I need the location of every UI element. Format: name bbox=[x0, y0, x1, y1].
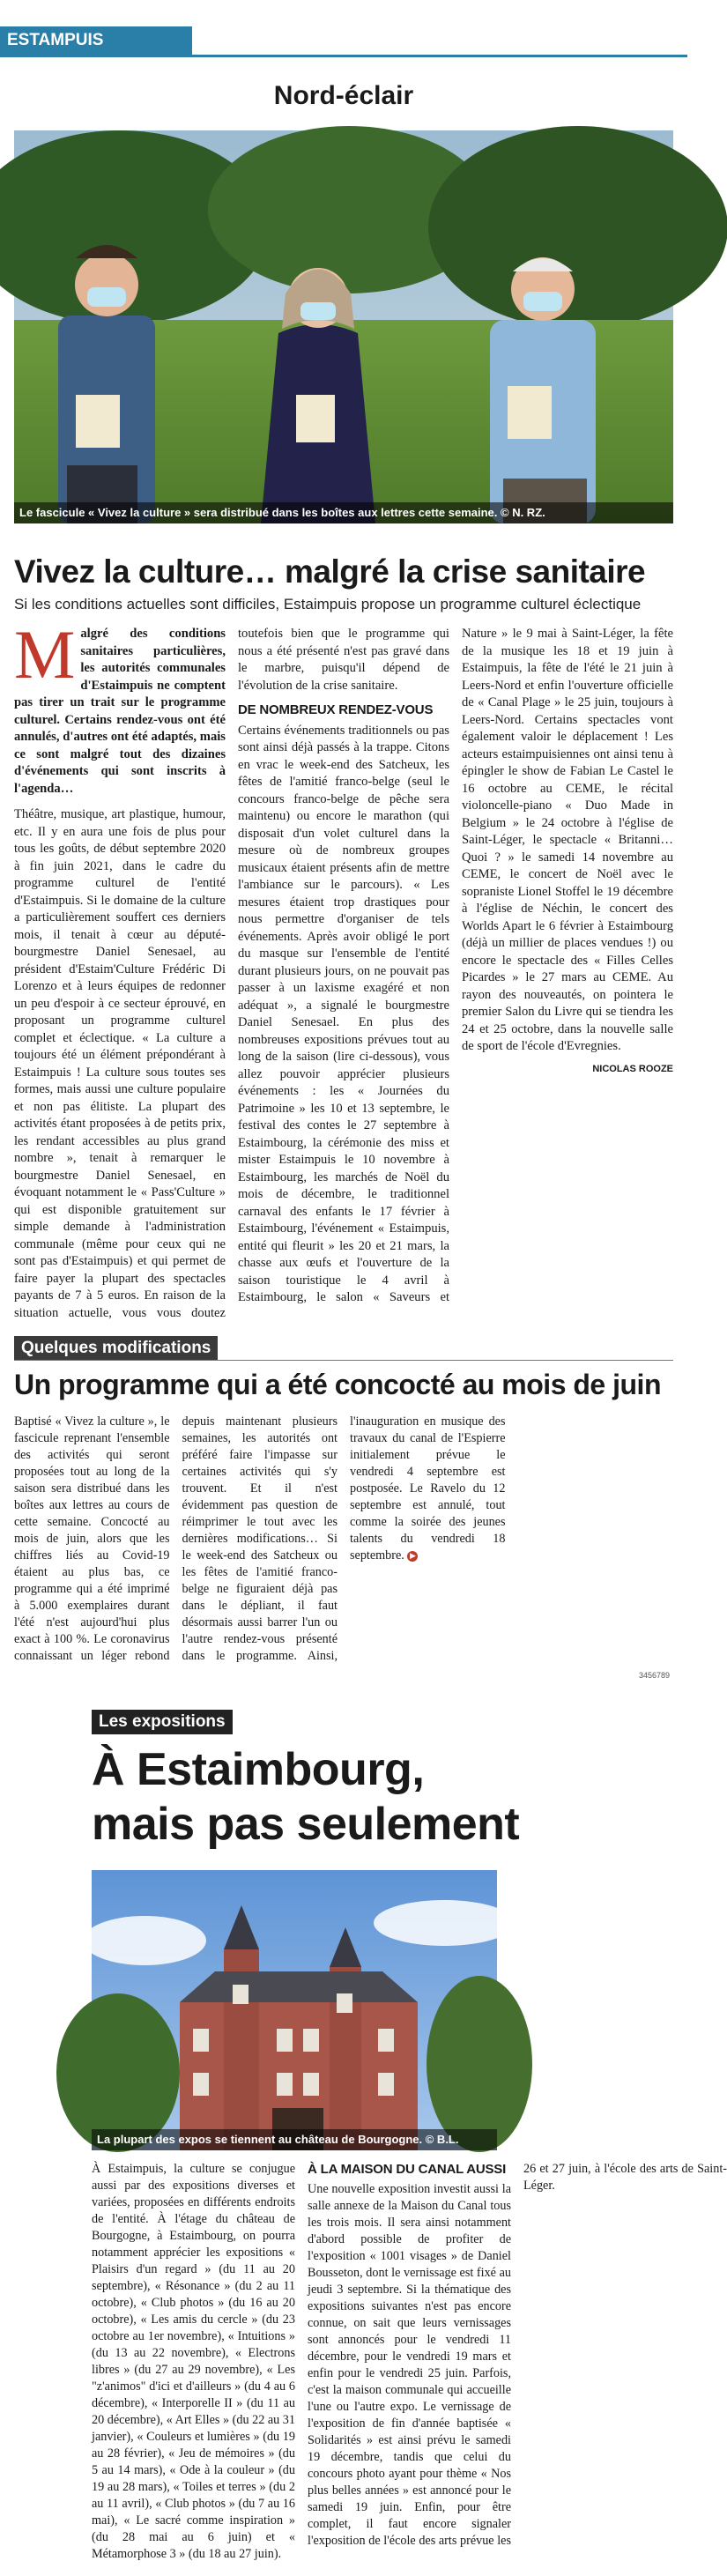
article1-lead: algré des conditions sanitaires particulières, les autorités communales d'Estaimpuis ne comptent pas tirer un trait sur le programme culturel. Certains rendez-vous ont été annulés, d'autres ont été adaptés, mais ce sont malgré tout des dizaines d'événements qui sont inscrits à l'agenda… bbox=[14, 627, 226, 796]
article1-intertitle: DE NOMBREUX RENDEZ-VOUS bbox=[238, 702, 434, 717]
article1-body bbox=[14, 616, 673, 1322]
article3-kicker: Les expositions bbox=[92, 1710, 233, 1734]
article1-paragraph: Théâtre, musique, art plastique, humour, etc. Il y en aura une fois de plus pour tous les goûts, de début septembre 2020 à fin juin 2021, dans le cadre du programme culturel de l'entité d'Estaimpuis. Si le domaine de la culture a particulièrement souffert ces derniers mois, il tenait à cœur au député-bourgmestre Daniel Senesael, au président d'Estaim'Culture Frédéric Di Lorenzo et à leurs équipes de redonner un peu d'espoir à ce secteur éprouvé, en proposant un programme culturel complet et éclectique. « La culture a toujours été un élément prépondérant à Estaimpuis ! La culture sous toutes ses formes, mais aussi une culture populaire et non pas élitiste. La plupart des activités étant proposées à de petits prix, les rendant accessibles au plus grand nombre », tenait à remarquer le bourgmestre Daniel Senesael, en évoquant notamment le « Pass'Culture » qui est disponible gratuitement sur simple demande à l'administration communale (même pour ceux qui ne sont pas d'Estaimpuis) et qui permet de faire payer la plupart des spectacles payants de 7 à 5 euros. En raison de la situation actuelle, vous vous doutez toutefois bien que le programme qui nous a été présenté n'est pas gravé dans le marbre, puisqu'il dépend de l'évolution de la crise sanitaire. bbox=[14, 627, 449, 1320]
article1-photo-caption: Le fascicule « Vivez la culture » sera distribué dans les boîtes aux lettres cette semaine. © N. RZ. bbox=[14, 502, 673, 523]
article2-paragraph: Baptisé « Vivez la culture », le fascicule reprenant l'ensemble des activités qui seront proposées tout au long de la saison sera distribué dans les boîtes aux lettres au cours de cette semaine. Concocté au mois de juin, alors que les chiffres liés au Covid-19 étaient au plus bas, ce programme qui a été imprimé à 5.000 exemplaires durant l'été n'est aujourd'hui plus exact à 100 %. Le coronavirus connaissant un léger rebond depuis maintenant plusieurs semaines, les autorités ont préféré faire l'impasse sur certaines activités qui s'y trouvent. Et il n'est évidemment pas question de réimprimer le tout avec les dernières modifications… Si le week-end des Satcheux ou les fêtes de l'amitié franco-belge ne figuraient déjà pas dans le dépliant, il faut désormais aussi barrer l'un ou l'autre rendez-vous présenté dans le programme. Ainsi, l'inauguration en musique des travaux du canal de l'Espierre initialement prévue le vendredi 4 septembre est postposée. Le Ravelo du 12 septembre est annulé, tout comme la soirée des jeunes talents du vendredi 18 septembre. ▶ bbox=[14, 1414, 506, 1663]
section-tag: ESTAMPUIS bbox=[0, 26, 192, 55]
article2-headline: Un programme qui a été concocté au mois de juin bbox=[14, 1369, 661, 1400]
article1-signature: NICOLAS ROOZE bbox=[592, 1063, 673, 1074]
article3-paragraph: Une nouvelle exposition investit aussi la salle annexe de la Maison du Canal tous les trois mois. Il sera ainsi notamment d'abord possible de profiter de l'exposition « 1001 visages » de Daniel Bousseton, dont le vernissage est fixé au jeudi 3 septembre. Si la thématique des expositions suivantes n'est pas encore connue, on sait que leurs vernissages sont annoncés pour le vendredi 11 décembre, pour le vendredi 19 mars et enfin pour le vendredi 25 juin. Parfois, c'est la maison communale qui accueille l'une ou l'autre expo. Le vernissage de l'exposition de fin d'année baptisée « Solidarités » est ainsi prévu le samedi 19 décembre, tandis que celui du concours photo ayant pour thème « Nos plus belles années » est annoncé pour le samedi 19 juin. Enfin, pour être complet, il faut encore signaler l'exposition de l'école des arts prévue les 26 et 27 juin, à l'école des arts de Saint-Léger. bbox=[308, 2162, 727, 2548]
article3-body bbox=[92, 2161, 727, 2566]
article3-photo-caption: La plupart des expos se tiennent au château de Bourgogne. © B.L. bbox=[92, 2129, 497, 2150]
end-of-article-marker-icon: ▶ bbox=[407, 1551, 418, 1562]
article3-intertitle: À LA MAISON DU CANAL AUSSI bbox=[308, 2162, 507, 2177]
article3-headline-line1: À Estaimbourg, bbox=[92, 1744, 425, 1795]
article2-printer-mark: 3456789 bbox=[638, 1671, 670, 1680]
article3-paragraph: À Estaimpuis, la culture se conjugue aussi par des expositions diverses et variées, proposées en différents endroits de l'entité. À l'étage du château de Bourgogne, à Estaimbourg, on pourra notamment apprécier les expositions « Plaisirs d'un regard » (du 11 au 20 septembre), « Résonance » (du 2 au 11 octobre), « Club photos » (du 16 au 20 octobre), « Les amis du cercle » (du 23 octobre au 1er novembre), « Intuitions » (du 13 au 22 novembre), « Electrons libres » (du 27 au 29 novembre), « Les "z'animos" d'ici et d'ailleurs » (du 4 au 6 décembre), « Interporelle II » (du 11 au 20 décembre), « Art Elles » (du 22 au 31 janvier), « Couleurs et lumières » (du 19 au 28 février), « Jeu de mémoires » (du 5 au 14 mars), « Ode à la couleur » (du 19 au 28 mars), « Toiles et terres » (du 2 au 11 avril), « Club photos » (du 7 au 16 mai), « Le sacré comme inspiration » (du 28 mai au 6 juin) et « Métamorphose 3 » (du 18 au 27 juin). bbox=[92, 2162, 295, 2561]
article2-kicker: Quelques modifications bbox=[14, 1336, 218, 1361]
article1-photo bbox=[14, 130, 673, 523]
article1-headline: Vivez la culture… malgré la crise sanitaire bbox=[14, 553, 646, 590]
article3-photo bbox=[92, 1870, 497, 2150]
article1-subheadline: Si les conditions actuelles sont difficiles, Estaimpuis propose un programme culturel éclectique bbox=[14, 596, 642, 612]
article2-rule bbox=[14, 1360, 673, 1361]
article1-dropcap: M bbox=[14, 616, 76, 693]
section-rule bbox=[0, 55, 687, 57]
article2-body bbox=[14, 1414, 673, 1678]
article3-headline-line2: mais pas seulement bbox=[92, 1799, 520, 1850]
article1-paragraph: Certains événements traditionnels ou pas sont ainsi déjà passés à la trappe. Citons en vrac le week-end des Satcheux, les fêtes de l'amitié franco-belge (seul le concours franco-belge de pêche sera maintenu) ou encore le marathon (qui disposait d'un volet culturel dans la mesure où de nombreux groupes musicaux étaient présents afin de mettre l'ambiance sur le parcours). « Les mesures étaient trop drastiques pour nous permettre d'organiser de tels événements. Après avoir obligé le port du masque sur l'ensemble de l'entité durant plusieurs jours, on ne pouvait pas passer à un laxisme exagéré et non adéquat », a signalé le bourgmestre Daniel Senesael. En plus des nombreuses expositions prévues tout au long de la saison (lire ci-dessous), vous allez pouvoir apprécier plusieurs événements : les « Journées du Patrimoine » les 10 et 13 septembre, le festival des contes le 27 septembre à Estaimbourg, la cérémonie des miss et mister Estaimpuis le 10 novembre à Estaimbourg, les marchés de Noël du mois de décembre, le traditionnel carnaval des enfants le 17 février à Estaimbourg, l'événement « Estaimpuis, entité qui fleurit » les 20 et 21 mars, la chasse aux œufs et l'ouverture de la saison touristique le 4 avril à Estaimbourg, le salon « Saveurs et Nature » le 9 mai à Saint-Léger, la fête de la musique les 18 et 19 juin à Estaimpuis, la fête de l'été le 21 juin à Leers-Nord et enfin l'ouverture officielle de « Canal Plage » le 25 juin, toujours à Leers-Nord. Certains spectacles vont également valoir le déplacement ! Les acteurs estaimpuisiennes ont ainsi tenu à épingler le show de Fabian Le Castel le 16 octobre au CEME, le récital violoncelle-piano « Duo Made in Belgium » le 24 octobre à l'église de Saint-Léger, le spectacle « Britanni… Quoi ? » le samedi 14 novembre au CEME, le concert de Noël avec le sopraniste Lionel Stoffel le 19 décembre à l'église de Néchin, le concert des Worlds Apart le 6 février à Estaimbourg (déjà un millier de places vendues !) ou encore le spectacle des « Filles Celles Picardes » le 27 mars au CEME. Au rayon des nouveautés, on pointera le premier Salon du Livre qui se tiendra les 24 et 25 octobre, dans la nouvelle salle de sport de l'école d'Evregnies. bbox=[238, 627, 673, 1304]
masthead: Nord-éclair bbox=[273, 81, 414, 110]
